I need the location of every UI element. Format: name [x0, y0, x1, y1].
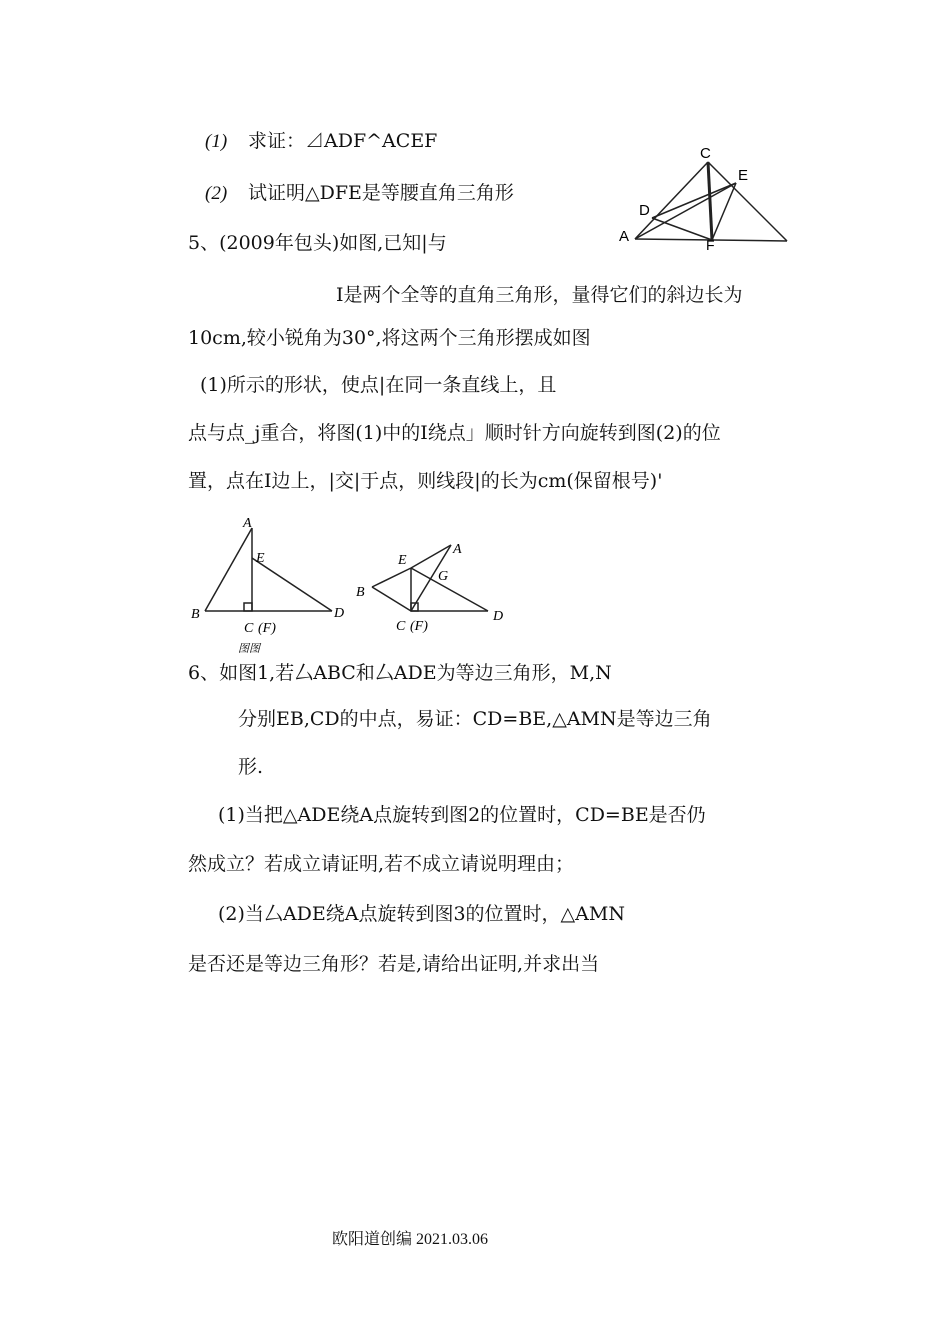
label-d: D: [639, 202, 650, 219]
figure-caption: 图图: [238, 643, 260, 655]
label-a: A: [619, 228, 630, 245]
problem-5-line-5: 点与点_j重合，将图(1)中的I绕点」顺时针方向旋转到图(2)的位: [188, 422, 721, 444]
label-d: D: [334, 606, 345, 621]
segment-df: [652, 218, 712, 240]
q2-num: (2): [205, 183, 228, 204]
problem-6-line-2: 分别EB,CD的中点，易证：CD=BE,△AMN是等边三角: [238, 708, 712, 730]
problem-5-heading: 5、(2009年包头)如图,已知|与: [188, 232, 447, 254]
label-c: C: [244, 621, 254, 636]
segment-ed: [411, 568, 488, 611]
label-e: E: [398, 553, 407, 568]
label-b: B: [191, 607, 200, 622]
label-f: (F): [410, 619, 428, 634]
label-d: D: [493, 609, 504, 624]
segment-be: [372, 568, 411, 587]
problem-6-heading: 6、如图1,若厶ABC和厶ADE为等边三角形，M,N: [188, 662, 612, 684]
question-2-number: [205, 181, 227, 206]
segment-ea: [411, 545, 451, 568]
label-e: E: [256, 551, 265, 566]
question-1-number: [205, 129, 227, 154]
label-a: A: [243, 516, 252, 531]
problem-6-part-2: (2)当厶ADE绕A点旋转到图3的位置时，△AMN: [218, 903, 625, 925]
label-a: A: [453, 542, 462, 557]
figure-1-triangles: [186, 512, 346, 657]
label-b: B: [356, 585, 365, 600]
segment-ac: [635, 162, 708, 239]
label-c: C: [700, 145, 711, 162]
figure-2-rotated-triangles: [352, 535, 522, 640]
right-angle-mark: [244, 603, 252, 611]
problem-5-line-4: (1)所示的形状，使点|在同一条直线上，且: [200, 374, 557, 396]
label-e: E: [738, 167, 749, 184]
problem-6-line-3: 形.: [238, 756, 264, 778]
q1-num: (1): [205, 131, 228, 152]
page-footer: 欧阳道创编 2021.03.06: [332, 1231, 489, 1248]
segment-ba: [205, 528, 252, 611]
question-1-text: 求证：⊿ADF^ACEF: [248, 130, 438, 152]
label-c: C: [396, 619, 406, 634]
problem-5-line-2: I是两个全等的直角三角形，量得它们的斜边长为: [336, 284, 743, 306]
label-f: (F): [258, 621, 276, 636]
segment-bc: [372, 587, 411, 611]
problem-5-line-6: 置，点在I边上，|交|于点，则线段|的长为cm(保留根号)': [188, 470, 663, 492]
problem-6-part-1: (1)当把△ADE绕A点旋转到图2的位置时，CD=BE是否仍: [218, 804, 706, 826]
figure-triangle-adf-cef: [610, 140, 800, 252]
problem-6-part-2-cont: 是否还是等边三角形？若是,请给出证明,并求出当: [188, 953, 600, 975]
question-2-text: 试证明△DFE是等腰直角三角形: [248, 182, 514, 204]
label-g: G: [438, 569, 449, 584]
problem-5-line-3: 10cm,较小锐角为30°,将这两个三角形摆成如图: [188, 327, 591, 349]
label-f: F: [706, 237, 715, 252]
problem-6-part-1-cont: 然成立？若成立请证明,若不成立请说明理由；: [188, 853, 575, 875]
segment-cf: [708, 162, 712, 240]
